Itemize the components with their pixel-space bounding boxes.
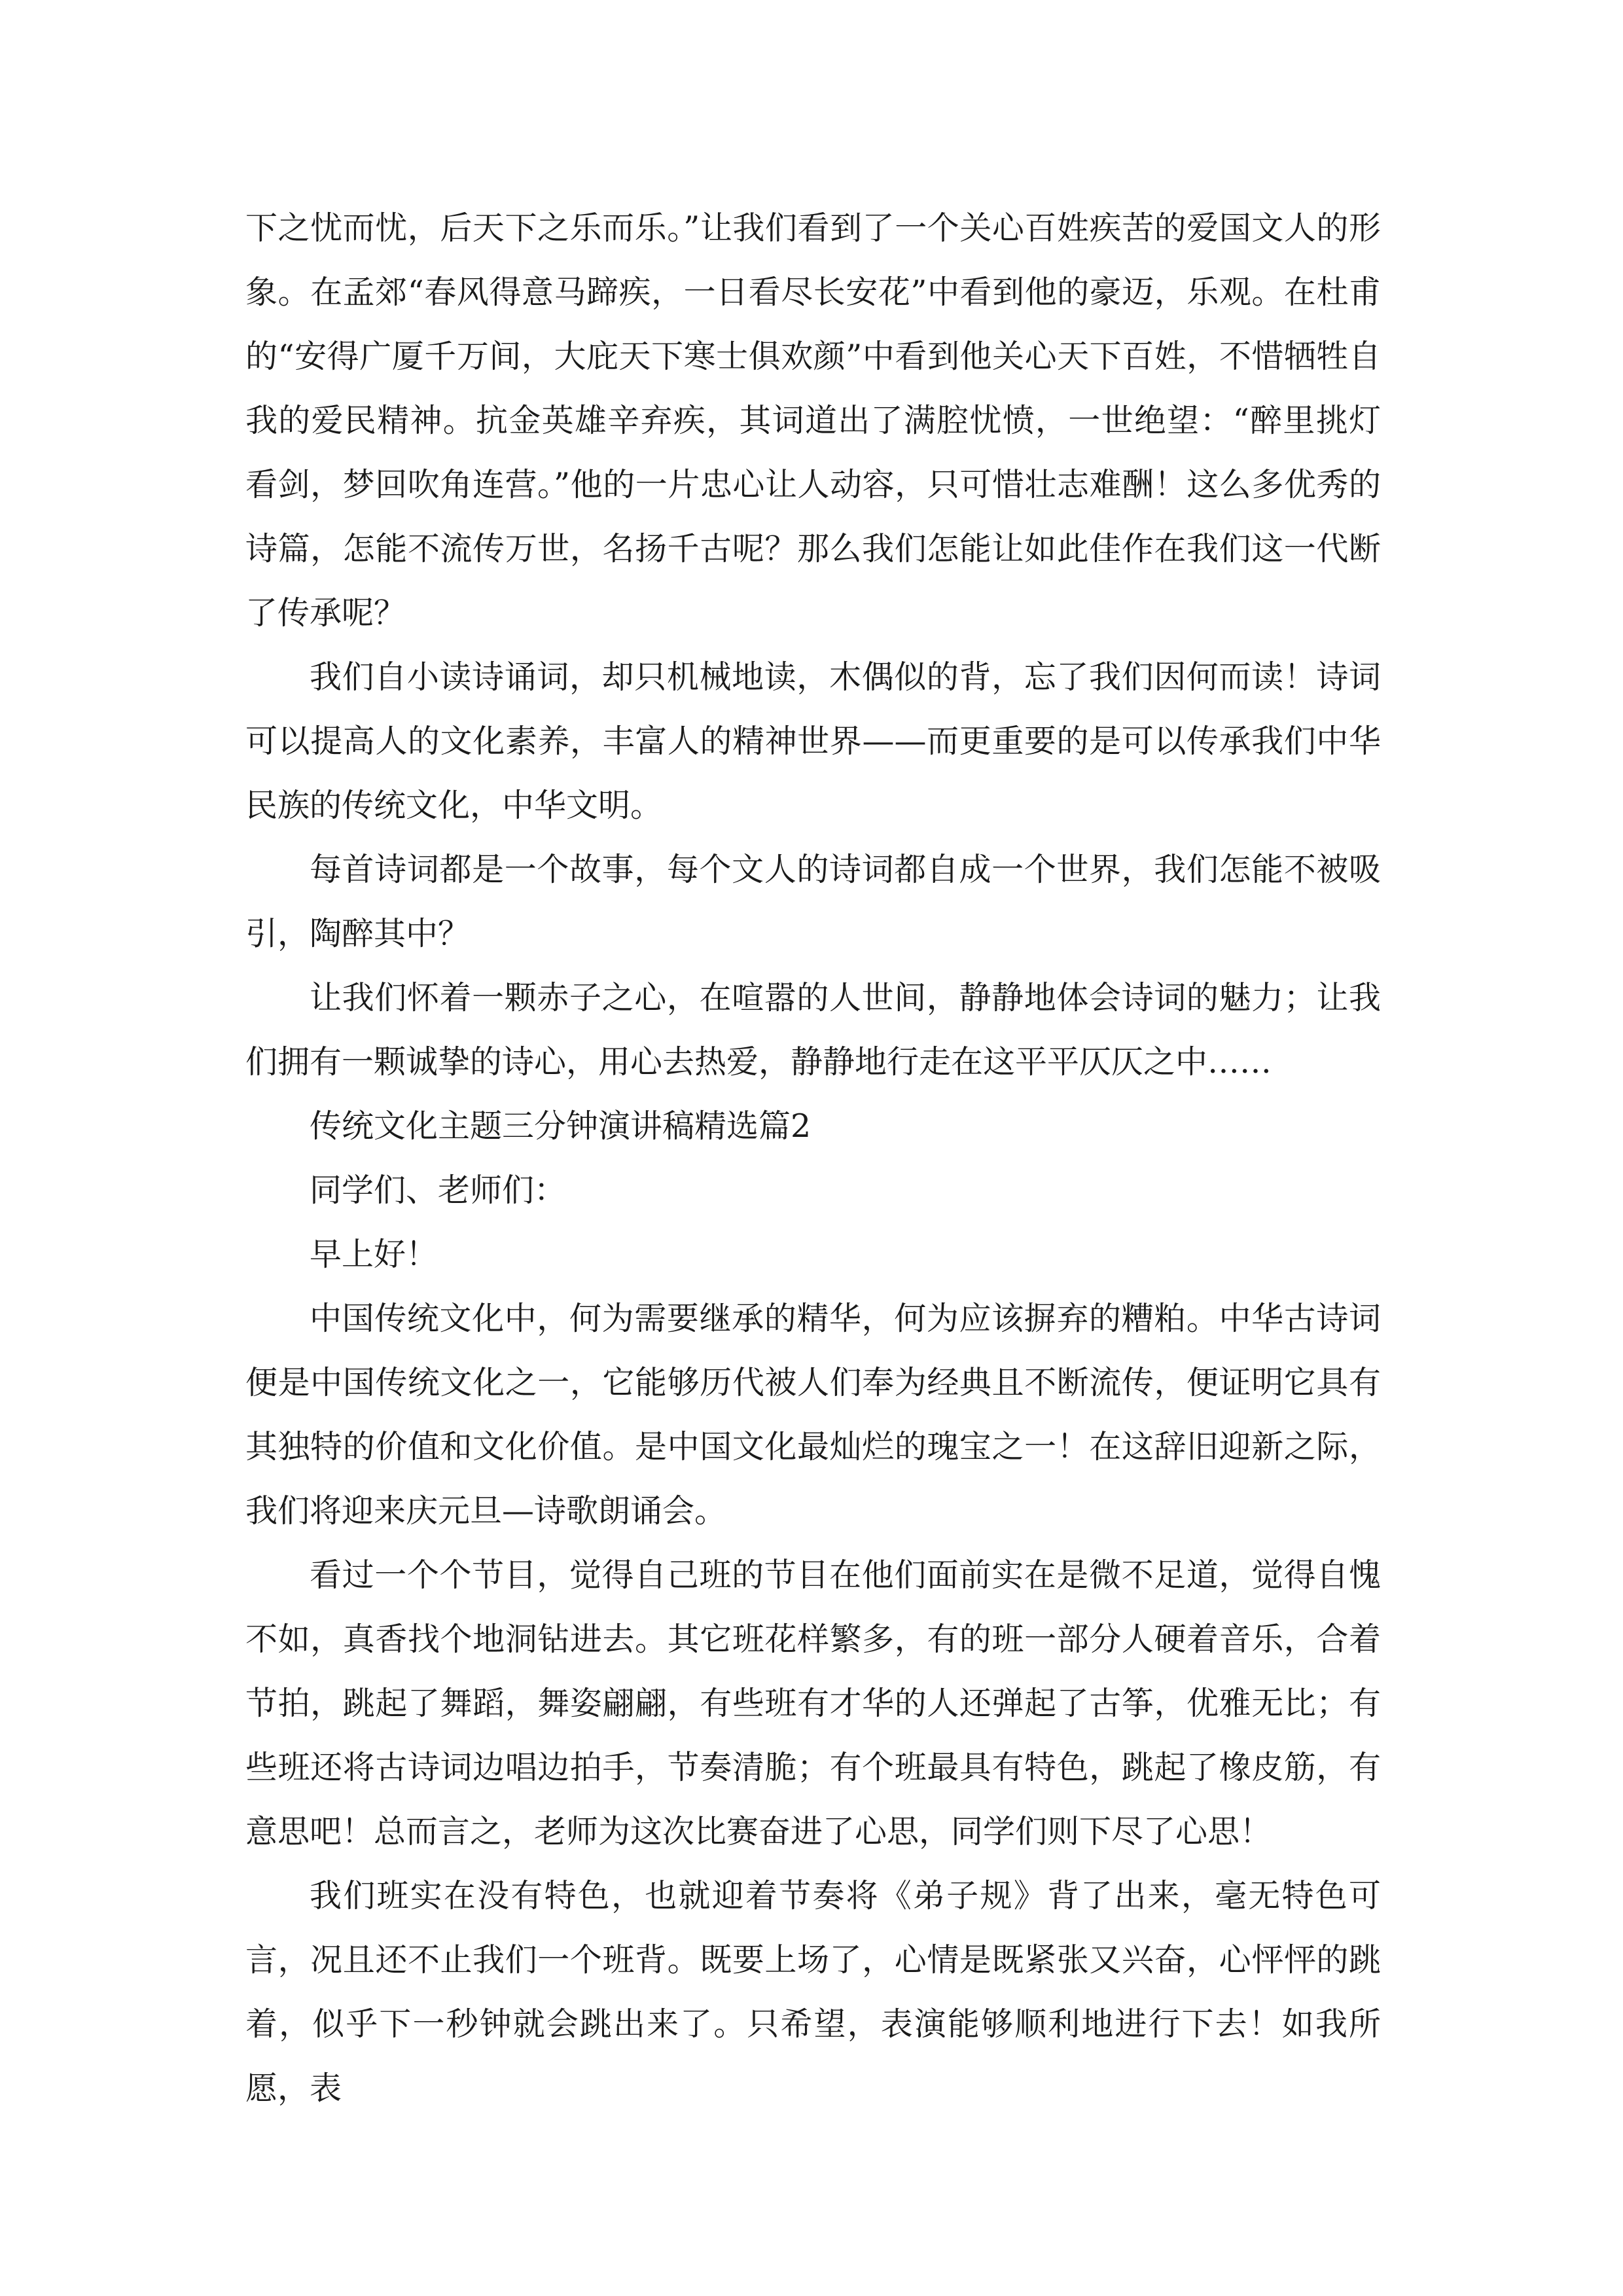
paragraph: 我们自小读诗诵词，却只机械地读，木偶似的背，忘了我们因何而读！诗词可以提高人的文化素养，丰富人的精神世界——而更重要的是可以传承我们中华民族的传统文化，中华文明。 xyxy=(245,658,1381,824)
section-heading: 传统文化主题三分钟演讲稿精选篇2 xyxy=(310,1107,812,1145)
paragraph: 我们班实在没有特色，也就迎着节奏将《弟子规》背了出来，毫无特色可言，况且还不止我们一个班背。既要上场了，心情是既紧张又兴奋，心怦怦的跳着，似乎下一秒钟就会跳出来了。只希望，表演能够顺利地进行下去！如我所愿，表 xyxy=(245,1877,1381,2107)
paragraph: 每首诗词都是一个故事，每个文人的诗词都自成一个世界，我们怎能不被吸引，陶醉其中？ xyxy=(245,851,1381,952)
paragraph: 看过一个个节目，觉得自己班的节目在他们面前实在是微不足道，觉得自愧不如，真香找个地洞钻进去。其它班花样繁多，有的班一部分人硬着音乐，合着节拍，跳起了舞蹈，舞姿翩翩，有些班有才华的人还弹起了古筝，优雅无比；有些班还将古诗词边唱边拍手，节奏清脆；有个班最具有特色，跳起了橡皮筋，有意思吧！总而言之，老师为这次比赛奋进了心思，同学们则下尽了心思！ xyxy=(245,1556,1381,1850)
salutation: 同学们、老师们： xyxy=(310,1172,567,1209)
greeting: 早上好！ xyxy=(310,1236,438,1273)
paragraph-continued: 下之忧而忧，后天下之乐而乐。”让我们看到了一个关心百姓疾苦的爱国文人的形象。在孟郊“春风得意马蹄疾，一日看尽长安花”中看到他的豪迈，乐观。在杜甫的“安得广厦千万间，大庇天下寒士俱欢颜”中看到他关心天下百姓，不惜牺牲自我的爱民精神。抗金英雄辛弃疾，其词道出了满腔忧愤，一世绝望：“醉里挑灯看剑，梦回吹角连营。”他的一片忠心让人动容，只可惜壮志难酬！这么多优秀的诗篇，怎能不流传万世，名扬千古呢？那么我们怎能让如此佳作在我们这一代断了传承呢？ xyxy=(245,209,1381,632)
paragraph: 中国传统文化中，何为需要继承的精华，何为应该摒弃的糟粕。中华古诗词便是中国传统文化之一，它能够历代被人们奉为经典且不断流传，便证明它具有其独特的价值和文化价值。是中国文化最灿烂的瑰宝之一！在这辞旧迎新之际，我们将迎来庆元旦—诗歌朗诵会。 xyxy=(245,1300,1381,1530)
document-body xyxy=(245,196,1381,2121)
paragraph: 让我们怀着一颗赤子之心，在喧嚣的人世间，静静地体会诗词的魅力；让我们拥有一颗诚挚的诗心，用心去热爱，静静地行走在这平平仄仄之中…… xyxy=(245,979,1381,1081)
